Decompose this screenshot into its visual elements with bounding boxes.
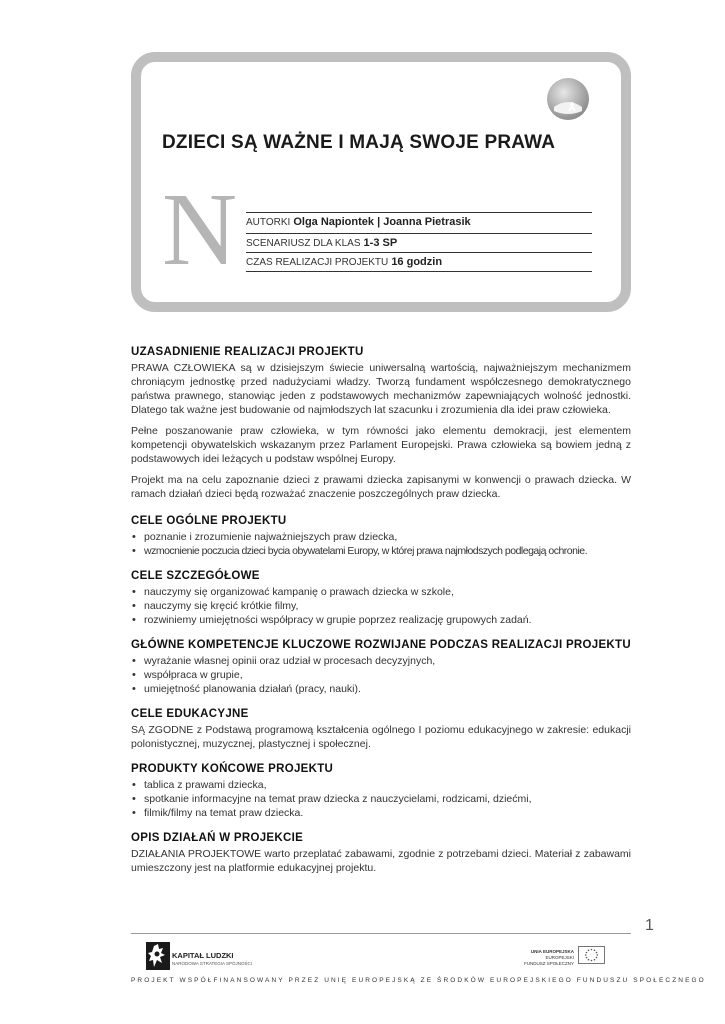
kapital-ludzki-logo — [146, 942, 170, 970]
meta-classes — [246, 233, 592, 252]
meta-time — [246, 252, 592, 271]
list-item: • poznanie i zrozumienie najważniejszych praw dziecka, — [131, 530, 631, 544]
section-uzasadnienie — [131, 346, 631, 501]
list-item: • filmik/filmy na temat praw dziecka. — [131, 806, 631, 820]
section-heading: UZASADNIENIE REALIZACJI PROJEKTU — [131, 346, 364, 358]
paragraph: Pełne poszanowanie praw człowieka, w tym równości jako elementu demokracji, jest elementem kompetencji obywatelskich wskazanym przez Parlament Europejski. Prawa człowieka są bowiem jedną z podstawowych idei leżących u podstaw wspólnej Europy. — [131, 425, 631, 465]
list-item: • spotkanie informacyjne na temat praw dziecka z nauczycielami, rodzicami, dziećmi, — [131, 792, 631, 806]
cofinancing-statement: PROJEKT WSPÓŁFINANSOWANY PRZEZ UNIĘ EUROPEJSKĄ ZE ŚRODKÓW EUROPEJSKIEGO FUNDUSZU SPOŁECZNEGO — [131, 977, 706, 984]
section-cele-szczegolowe — [131, 570, 631, 627]
paragraph: Projekt ma na celu zapoznanie dzieci z prawami dziecka zapisanymi w konwencji o prawach dziecka. W ramach działań dzieci będą rozważać znaczenie poszczególnych praw dziecka. — [131, 474, 631, 500]
section-cele-ogolne — [131, 515, 631, 558]
footer-divider — [131, 933, 631, 934]
kl-logo-name: KAPITAŁ LUDZKI — [172, 951, 234, 960]
eu-text-line: EUROPEJSKI — [545, 955, 574, 960]
globe-figure-icon — [546, 77, 590, 121]
bullet-list — [131, 778, 631, 820]
list-item: • wyrażanie własnej opinii oraz udział w procesach decyzyjnych, — [131, 654, 631, 668]
section-heading: CELE OGÓLNE PROJEKTU — [131, 515, 287, 527]
meta-time-value: 16 godzin — [391, 256, 443, 268]
section-heading: CELE SZCZEGÓŁOWE — [131, 570, 260, 582]
eu-text-line: UNIA EUROPEJSKA — [530, 949, 574, 954]
eu-flag-icon — [578, 946, 605, 964]
bullet-list — [131, 654, 631, 696]
list-item: • nauczymy się organizować kampanię o prawach dziecka w szkole, — [131, 585, 631, 599]
section-produkty — [131, 763, 631, 820]
bullet-list — [131, 530, 631, 558]
paragraph: SĄ ZGODNE z Podstawą programową kształcenia ogólnego I poziomu edukacyjnego w zakresie: edukacji polonistycznej, muzycznej, plastycznej i społecznej. — [131, 724, 631, 750]
list-item: • wzmocnienie poczucia dzieci bycia obywatelami Europy, w której prawa najmłodszych podlegają ochronie. — [131, 544, 631, 558]
drop-letter: N — [162, 172, 238, 287]
section-opis — [131, 832, 631, 875]
meta-classes-label: SCENARIUSZ DLA KLAS — [246, 238, 361, 249]
paragraph: PRAWA CZŁOWIEKA są w dzisiejszym świecie uniwersalną wartością, najważniejszym mechanizmem chroniącym jednostkę przed nadużyciami władzy. Tworzą fundament współczesnego demokratycznego państwa prawnego, stanowiąc jeden z podstawowych mechanizmów zapewniających wolność jednostki. Dlatego tak ważne jest budowanie od najmłodszych lat szacunku i zrozumienia dla idei praw człowieka. — [131, 362, 631, 416]
bullet-list — [131, 585, 631, 627]
meta-classes-value: 1-3 SP — [363, 237, 398, 249]
section-heading: PRODUKTY KOŃCOWE PROJEKTU — [131, 763, 334, 775]
section-cele-edukacyjne — [131, 708, 631, 751]
page-number: 1 — [645, 917, 654, 934]
section-heading: GŁÓWNE KOMPETENCJE KLUCZOWE ROZWIJANE PODCZAS REALIZACJI PROJEKTU — [131, 639, 631, 651]
meta-authors — [246, 212, 592, 231]
section-kompetencje — [131, 639, 631, 696]
eu-text — [524, 949, 574, 967]
list-item: • współpraca w grupie, — [131, 668, 631, 682]
list-item: • tablica z prawami dziecka, — [131, 778, 631, 792]
list-item: • rozwiniemy umiejętności współpracy w grupie poprzez realizację grupowych zadań. — [131, 613, 631, 627]
page-title: DZIECI SĄ WAŻNE I MAJĄ SWOJE PRAWA — [162, 132, 556, 153]
list-item: • nauczymy się kręcić krótkie filmy, — [131, 599, 631, 613]
document-body — [131, 346, 631, 882]
meta-time-label: CZAS REALIZACJI PROJEKTU — [246, 257, 389, 268]
paragraph: DZIAŁANIA PROJEKTOWE warto przeplatać zabawami, zgodnie z potrzebami dzieci. Materiał z zabawami umieszczony jest na platformie edukacyjnej projektu. — [131, 848, 631, 874]
kl-logo-subtitle: NARODOWA STRATEGIA SPÓJNOŚCI — [172, 961, 253, 966]
meta-authors-value: Olga Napiontek | Joanna Pietrasik — [293, 216, 471, 228]
list-item: • umiejętność planowania działań (pracy, nauki). — [131, 682, 631, 696]
meta-divider — [246, 271, 592, 272]
meta-authors-label: AUTORKI — [246, 217, 291, 228]
section-heading: OPIS DZIAŁAŃ W PROJEKCIE — [131, 832, 304, 844]
eu-text-line: FUNDUSZ SPOŁECZNY — [524, 961, 575, 966]
section-heading: CELE EDUKACYJNE — [131, 708, 249, 720]
